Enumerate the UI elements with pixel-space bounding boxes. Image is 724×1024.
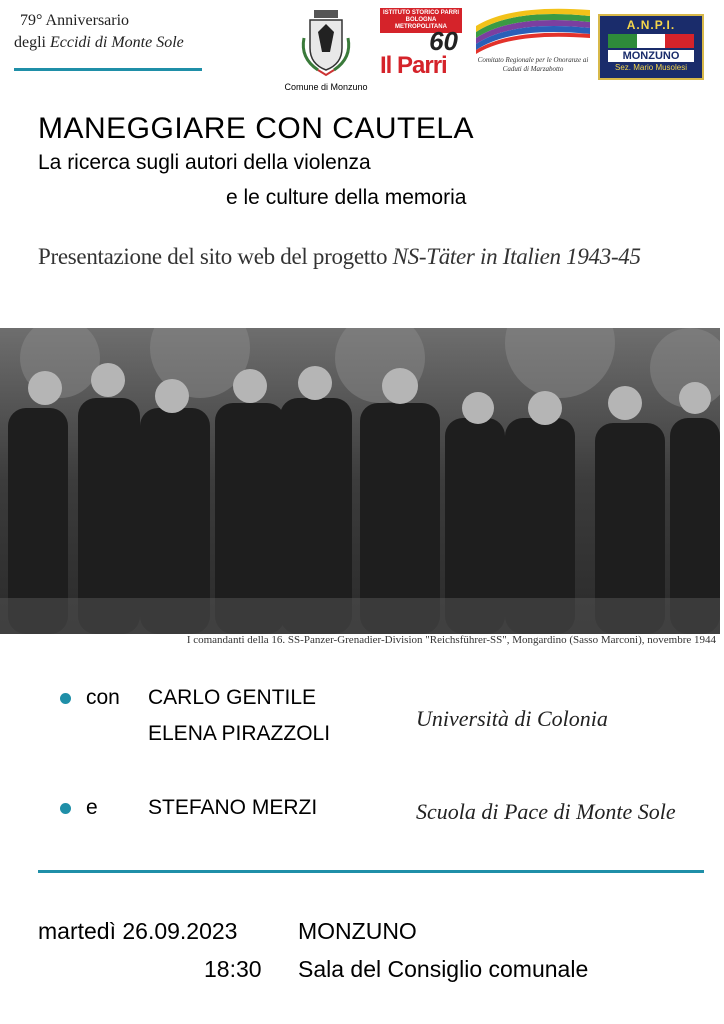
project-name: NS-Täter in Italien 1943-45 — [392, 244, 641, 269]
event-place: MONZUNO — [298, 918, 417, 944]
parri-top-label: ISTITUTO STORICO PARRI BOLOGNA METROPOLITANA — [380, 8, 462, 33]
event-time: 18:30 — [204, 956, 262, 982]
presentation-prefix: Presentazione del sito web del progetto — [38, 244, 393, 269]
anpi-town: MONZUNO — [608, 50, 694, 62]
anpi-title: A.N.P.I. — [626, 18, 676, 32]
logo-comune-monzuno — [278, 8, 374, 92]
anniversary-line2 — [14, 32, 184, 54]
conj-e: e — [86, 796, 98, 819]
event-date: martedì 26.09.2023 — [38, 918, 238, 944]
group-photo-image — [0, 328, 720, 634]
anniversary-text — [14, 10, 184, 54]
bullet-icon — [60, 803, 71, 814]
speaker-carlo-gentile: CARLO GENTILE — [148, 686, 317, 709]
anniversary-line2-prefix: degli — [14, 34, 50, 51]
anniversary-line2-italic: Eccidi di Monte Sole — [50, 34, 184, 51]
parri-name: Il Parri — [380, 52, 447, 79]
presentation-line — [38, 244, 641, 270]
subtitle-line2: e le culture della memoria — [226, 186, 467, 209]
italian-flag-icon — [608, 34, 694, 48]
logo-anpi — [598, 14, 704, 80]
speaker-stefano-merzi: STEFANO MERZI — [148, 796, 318, 819]
comitato-caption: Comitato Regionale per le Onoranze ai Caduti di Marzabotto — [477, 56, 589, 73]
anniversary-line1: 79° Anniversario — [20, 12, 130, 29]
separator-rule — [38, 870, 704, 873]
bullet-icon — [60, 693, 71, 704]
subtitle-line1: La ricerca sugli autori della violenza — [38, 151, 371, 174]
parri-number: 60 — [429, 26, 458, 56]
logo-parri — [380, 8, 462, 80]
anpi-section: Sez. Mario Musolesi — [614, 63, 688, 72]
main-title: MANEGGIARE CON CAUTELA — [38, 112, 475, 145]
event-venue: Sala del Consiglio comunale — [298, 956, 589, 982]
monzuno-caption: Comune di Monzuno — [284, 82, 368, 92]
speaker-elena-pirazzoli: ELENA PIRAZZOLI — [148, 722, 331, 745]
historical-photo — [0, 328, 720, 634]
monzuno-crest-icon — [296, 8, 356, 78]
rainbow-flag-icon — [472, 8, 594, 54]
affiliation-colonia: Università di Colonia — [416, 706, 608, 731]
photo-caption: I comandanti della 16. SS-Panzer-Grenadier-Division "Reichsführer-SS", Mongardino (Sasso Marconi), novembre 1944 — [186, 634, 716, 646]
anniversary-rule — [14, 68, 202, 71]
conj-con: con — [86, 686, 120, 709]
affiliation-monte-sole: Scuola di Pace di Monte Sole — [416, 799, 676, 824]
logo-comitato — [472, 8, 594, 80]
